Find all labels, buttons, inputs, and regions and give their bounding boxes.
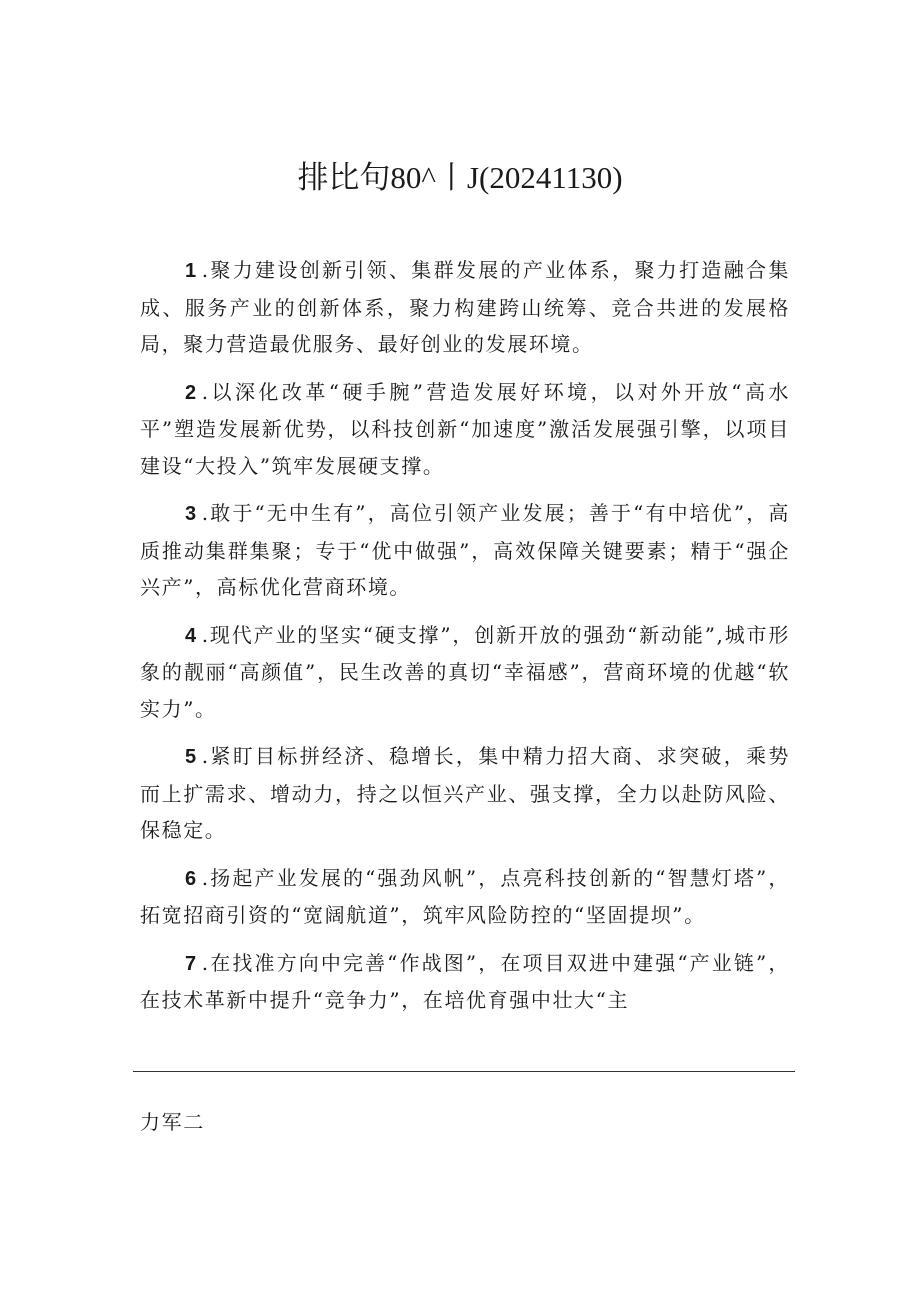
paragraph-number: 5 <box>185 746 198 768</box>
horizontal-divider <box>133 1071 795 1072</box>
paragraph-1 <box>140 252 790 363</box>
paragraph-number: 1 <box>185 260 198 282</box>
paragraph-text: .敢于“无中生有”，高位引领产业发展；善于“有中培优”，高质推动集群集聚；专于“优中做强”，高效保障关键要素；精于“强企兴产”，高标优化营商环境。 <box>140 501 790 599</box>
paragraph-text: .紧盯目标拼经济、稳增长，集中精力招大商、求突破，乘势而上扩需求、增动力，持之以恒兴产业、强支撑，全力以赴防风险、保稳定。 <box>140 744 790 842</box>
paragraph-6 <box>140 860 790 934</box>
paragraph-2 <box>140 374 790 485</box>
document-title: 排比句80^丨J(20241130) <box>297 160 623 195</box>
paragraph-4 <box>140 617 790 728</box>
paragraph-number: 6 <box>185 867 198 890</box>
paragraph-text: .扬起产业发展的“强劲风帆”，点亮科技创新的“智慧灯塔”，拓宽招商引资的“宽阔航道”，筑牢风险防控的“坚固提坝”。 <box>140 865 790 927</box>
paragraph-text: .聚力建设创新引领、集群发展的产业体系，聚力打造融合集成、服务产业的创新体系，聚力构建跨山统筹、竞合共进的发展格局，聚力营造最优服务、最好创业的发展环境。 <box>140 258 790 356</box>
paragraph-number: 4 <box>185 624 198 647</box>
paragraph-text: .以深化改革“硬手腕”营造发展好环境，以对外开放“高水平”塑造发展新优势，以科技创新“加速度”激活发展强引擎，以项目建设“大投入”筑牢发展硬支撑。 <box>140 379 790 478</box>
trailing-text: 力军二 <box>140 1110 205 1134</box>
paragraph-text: .在找准方向中完善“作战图”，在项目双进中建强“产业链”，在技术革新中提升“竞争力”，在培优育强中壮大“主 <box>140 950 790 1012</box>
document-body <box>140 252 790 1030</box>
paragraph-number: 3 <box>185 503 198 525</box>
paragraph-5 <box>140 738 790 849</box>
paragraph-text: .现代产业的坚实“硬支撑”，创新开放的强劲“新动能”,城市形象的靓丽“高颜值”，民生改善的真切“幸福感”，营商环境的优越“软实力”。 <box>140 622 790 721</box>
paragraph-7 <box>140 945 790 1019</box>
paragraph-number: 2 <box>185 381 198 404</box>
paragraph-number: 7 <box>185 952 198 975</box>
paragraph-3 <box>140 495 790 606</box>
